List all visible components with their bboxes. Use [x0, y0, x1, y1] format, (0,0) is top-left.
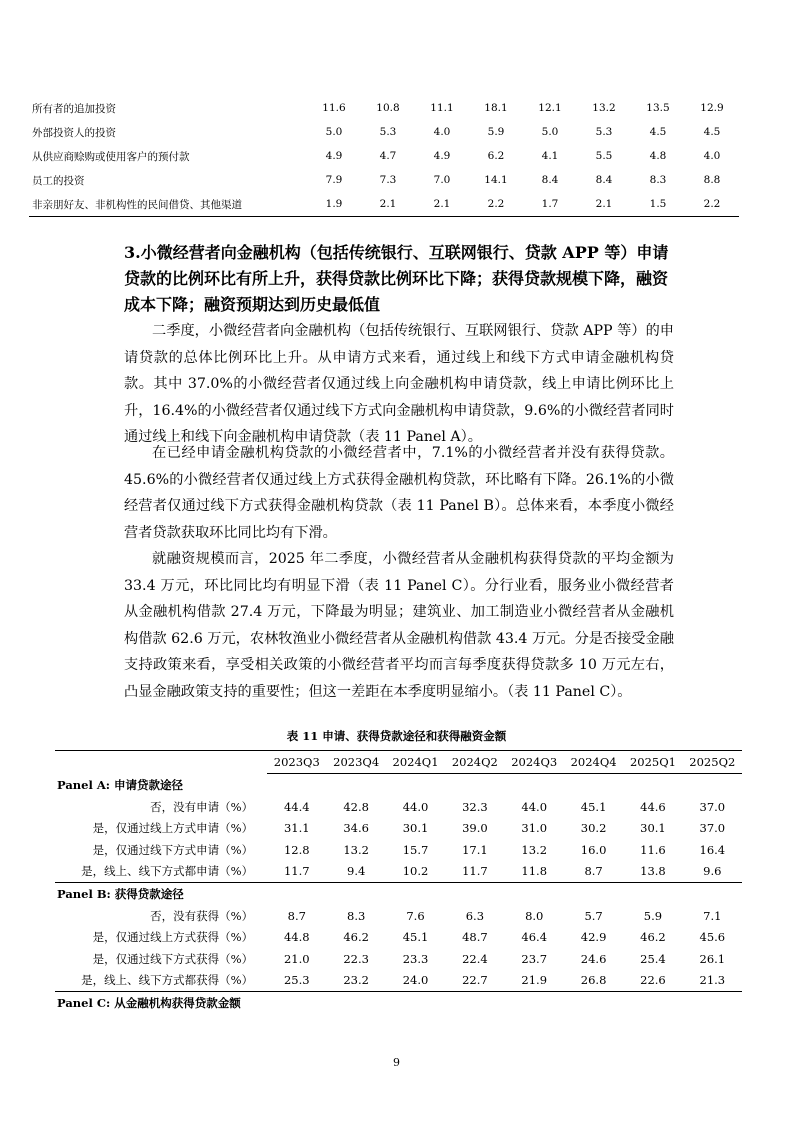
- cell-value: 22.4: [462, 951, 488, 966]
- column-header: 2024Q3: [505, 751, 564, 774]
- row-label: 从供应商赊购或使用客户的预付款: [32, 150, 190, 163]
- cell-value: 23.2: [326, 970, 385, 992]
- cell-value: 8.3: [649, 174, 667, 186]
- cell-value: 2.2: [469, 192, 523, 217]
- cell-value: 7.1: [703, 908, 722, 923]
- cell-value: 13.2: [521, 842, 548, 857]
- cell-value: 17.1: [462, 842, 488, 857]
- cell-value: 21.9: [505, 970, 564, 992]
- cell-value: 10.2: [386, 861, 445, 883]
- cell-value: 48.7: [462, 930, 488, 945]
- cell-value: 25.3: [267, 970, 326, 992]
- cell-value: 5.9: [643, 908, 663, 923]
- cell-value: 1.7: [523, 192, 577, 217]
- paragraph-2: 在已经申请金融机构贷款的小微经营者中，7.1%的小微经营者并没有获得贷款。45.6%的小微经营者仅通过线上方式获得金融机构贷款，环比略有下降。26.1%的小微经营者仅通过线下方式获得金融机构贷款（表 11 Panel B）。总体来看，本季度小微经营者贷款获取环比同比均有下滑。: [124, 445, 674, 541]
- table-row: [55, 927, 742, 949]
- cell-value: 18.1: [484, 102, 508, 114]
- cell-value: 2.1: [361, 192, 415, 217]
- table-11: [55, 750, 742, 1014]
- cell-value: 2.1: [415, 192, 469, 217]
- cell-value: 13.2: [343, 842, 369, 857]
- cell-value: 24.6: [580, 951, 607, 966]
- column-header: 2024Q2: [445, 751, 504, 774]
- row-label: 是，仅通过线下方式获得（%）: [92, 951, 254, 966]
- cell-value: 44.0: [521, 799, 548, 814]
- row-label: 是，线上、线下方式都获得（%）: [55, 970, 267, 992]
- cell-value: 8.4: [541, 174, 559, 186]
- cell-value: 30.1: [640, 821, 666, 836]
- cell-value: 5.3: [595, 126, 613, 138]
- cell-value: 13.8: [623, 861, 682, 883]
- cell-value: 4.7: [379, 150, 397, 162]
- paragraph-3: 就融资规模而言，2025 年二季度，小微经营者从金融机构获得贷款的平均金额为 33.4 万元，环比同比均有明显下滑（表 11 Panel C）。分行业看，服务业小微经营者从金融机构借款 27.4 万元，下降最为明显；建筑业、加工制造业小微经营者从金融机构借款 62.6 万元，农林牧渔业小微经营者从金融机构借款 43.4 万元。分是否接受金融支持政策来看，享受相关政策的小微经营者平均而言每季度获得贷款多 10 万元左右，凸显金融政策支持的重要性；但这一差距在本季度明显缩小。（表 11 Panel C）。: [124, 551, 674, 700]
- cell-value: 16.4: [699, 842, 726, 857]
- cell-value: 12.1: [538, 102, 562, 114]
- cell-value: 39.0: [462, 821, 488, 836]
- cell-value: 32.3: [462, 799, 488, 814]
- cell-value: 21.3: [683, 970, 742, 992]
- table-header-row: [55, 751, 742, 774]
- top-table: [29, 96, 739, 217]
- table-row: [55, 970, 742, 992]
- cell-value: 8.3: [347, 908, 366, 923]
- column-header: 2024Q1: [386, 751, 445, 774]
- header-blank: [55, 751, 267, 774]
- cell-value: 4.9: [433, 150, 451, 162]
- row-label: 是，仅通过线上方式获得（%）: [92, 930, 254, 945]
- cell-value: 45.1: [402, 930, 429, 945]
- table-caption: 表 11 申请、获得贷款途径和获得融资金额: [286, 729, 507, 743]
- cell-value: 12.9: [700, 102, 724, 114]
- table-row: [55, 905, 742, 927]
- panel-title-row: [55, 774, 742, 797]
- cell-value: 4.5: [649, 126, 667, 138]
- cell-value: 4.0: [433, 126, 451, 138]
- cell-value: 45.6: [699, 930, 726, 945]
- panel-title: Panel B: 获得贷款途径: [57, 887, 184, 901]
- cell-value: 8.7: [564, 861, 623, 883]
- cell-value: 46.2: [343, 930, 369, 945]
- cell-value: 25.4: [640, 951, 666, 966]
- row-label: 是，仅通过线上方式申请（%）: [92, 821, 254, 836]
- cell-value: 22.7: [445, 970, 504, 992]
- panel-title-row: [55, 992, 742, 1015]
- cell-value: 34.6: [343, 821, 369, 836]
- cell-value: 1.9: [307, 192, 361, 217]
- row-label: 员工的投资: [32, 174, 85, 187]
- panel-title: Panel C: 从金融机构获得贷款金额: [57, 996, 241, 1010]
- cell-value: 8.8: [703, 174, 721, 186]
- cell-value: 4.5: [703, 126, 721, 138]
- row-label: 否，没有获得（%）: [150, 908, 254, 923]
- panel-title: Panel A: 申请贷款途径: [57, 778, 184, 792]
- cell-value: 4.8: [649, 150, 667, 162]
- cell-value: 7.3: [379, 174, 397, 186]
- cell-value: 14.1: [484, 174, 508, 186]
- row-label: 是，线上、线下方式都申请（%）: [55, 861, 267, 883]
- cell-value: 11.1: [430, 102, 454, 114]
- cell-value: 13.2: [592, 102, 616, 114]
- cell-value: 11.6: [640, 842, 666, 857]
- column-header: 2024Q4: [564, 751, 623, 774]
- cell-value: 6.3: [465, 908, 485, 923]
- paragraph-1: 二季度，小微经营者向金融机构（包括传统银行、互联网银行、贷款 APP 等）的申请贷款的总体比例环比上升。从申请方式来看，通过线上和线下方式申请金融机构贷款。其中 37.0%的小微经营者仅通过线上向金融机构申请贷款，线上申请比例环比上升，16.4%的小微经营者仅通过线下方式向金融机构申请贷款，9.6%的小微经营者同时通过线上和线下向金融机构申请贷款（表 11 Panel A）。: [124, 323, 674, 445]
- cell-value: 11.6: [322, 102, 346, 114]
- cell-value: 46.2: [640, 930, 666, 945]
- cell-value: 26.1: [699, 951, 726, 966]
- cell-value: 37.0: [699, 821, 726, 836]
- cell-value: 44.0: [402, 799, 429, 814]
- cell-value: 11.8: [505, 861, 564, 883]
- table-row: [55, 796, 742, 818]
- cell-value: 6.2: [487, 150, 505, 162]
- cell-value: 5.5: [595, 150, 613, 162]
- row-label: 所有者的追加投资: [32, 102, 116, 115]
- section-heading: 3.小微经营者向金融机构（包括传统银行、互联网银行、贷款 APP 等）申请贷款的比例环比有所上升，获得贷款比例环比下降；获得贷款规模下降，融资成本下降；融资预期达到历史最低值: [124, 243, 669, 314]
- column-header: 2023Q4: [326, 751, 385, 774]
- panel-title-row: [55, 883, 742, 906]
- row-label: 非亲朋好友、非机构性的民间借贷、其他渠道: [29, 192, 307, 217]
- cell-value: 22.3: [343, 951, 369, 966]
- cell-value: 2.1: [577, 192, 631, 217]
- cell-value: 2.2: [685, 192, 739, 217]
- cell-value: 4.9: [325, 150, 343, 162]
- cell-value: 46.4: [521, 930, 548, 945]
- cell-value: 44.8: [283, 930, 310, 945]
- table-row: [55, 861, 742, 883]
- cell-value: 1.5: [631, 192, 685, 217]
- row-label: 外部投资人的投资: [32, 126, 116, 139]
- cell-value: 5.9: [487, 126, 505, 138]
- table-row: [55, 818, 742, 840]
- cell-value: 37.0: [699, 799, 726, 814]
- cell-value: 23.7: [521, 951, 548, 966]
- cell-value: 8.4: [595, 174, 613, 186]
- top-table-row: [29, 168, 739, 192]
- cell-value: 22.6: [623, 970, 682, 992]
- cell-value: 42.9: [580, 930, 607, 945]
- cell-value: 44.4: [283, 799, 310, 814]
- cell-value: 30.2: [580, 821, 607, 836]
- cell-value: 23.3: [402, 951, 429, 966]
- cell-value: 9.6: [683, 861, 742, 883]
- cell-value: 9.4: [326, 861, 385, 883]
- cell-value: 15.7: [402, 842, 429, 857]
- cell-value: 4.1: [541, 150, 559, 162]
- cell-value: 21.0: [283, 951, 310, 966]
- cell-value: 31.1: [283, 821, 310, 836]
- table-row: [55, 839, 742, 861]
- top-table-row: [29, 144, 739, 168]
- column-header: 2023Q3: [267, 751, 326, 774]
- cell-value: 44.6: [640, 799, 666, 814]
- page-number: 9: [393, 1056, 400, 1069]
- cell-value: 30.1: [402, 821, 429, 836]
- cell-value: 10.8: [376, 102, 400, 114]
- cell-value: 42.8: [343, 799, 369, 814]
- column-header: 2025Q1: [623, 751, 682, 774]
- top-table-row: [29, 192, 739, 217]
- cell-value: 5.0: [541, 126, 559, 138]
- cell-value: 7.6: [406, 908, 425, 923]
- cell-value: 16.0: [580, 842, 607, 857]
- row-label: 否，没有申请（%）: [150, 799, 254, 814]
- top-table-row: [29, 120, 739, 144]
- table-row: [55, 948, 742, 970]
- cell-value: 5.3: [379, 126, 397, 138]
- cell-value: 8.0: [525, 908, 544, 923]
- cell-value: 11.7: [445, 861, 504, 883]
- column-header: 2025Q2: [683, 751, 742, 774]
- cell-value: 12.8: [283, 842, 310, 857]
- cell-value: 7.9: [325, 174, 343, 186]
- cell-value: 4.0: [703, 150, 721, 162]
- cell-value: 26.8: [564, 970, 623, 992]
- cell-value: 31.0: [521, 821, 548, 836]
- cell-value: 24.0: [386, 970, 445, 992]
- cell-value: 13.5: [646, 102, 670, 114]
- cell-value: 7.0: [433, 174, 451, 186]
- cell-value: 5.0: [325, 126, 343, 138]
- cell-value: 5.7: [584, 908, 603, 923]
- cell-value: 11.7: [267, 861, 326, 883]
- cell-value: 8.7: [287, 908, 306, 923]
- top-table-row: [29, 96, 739, 120]
- cell-value: 45.1: [580, 799, 607, 814]
- row-label: 是，仅通过线下方式申请（%）: [92, 842, 254, 857]
